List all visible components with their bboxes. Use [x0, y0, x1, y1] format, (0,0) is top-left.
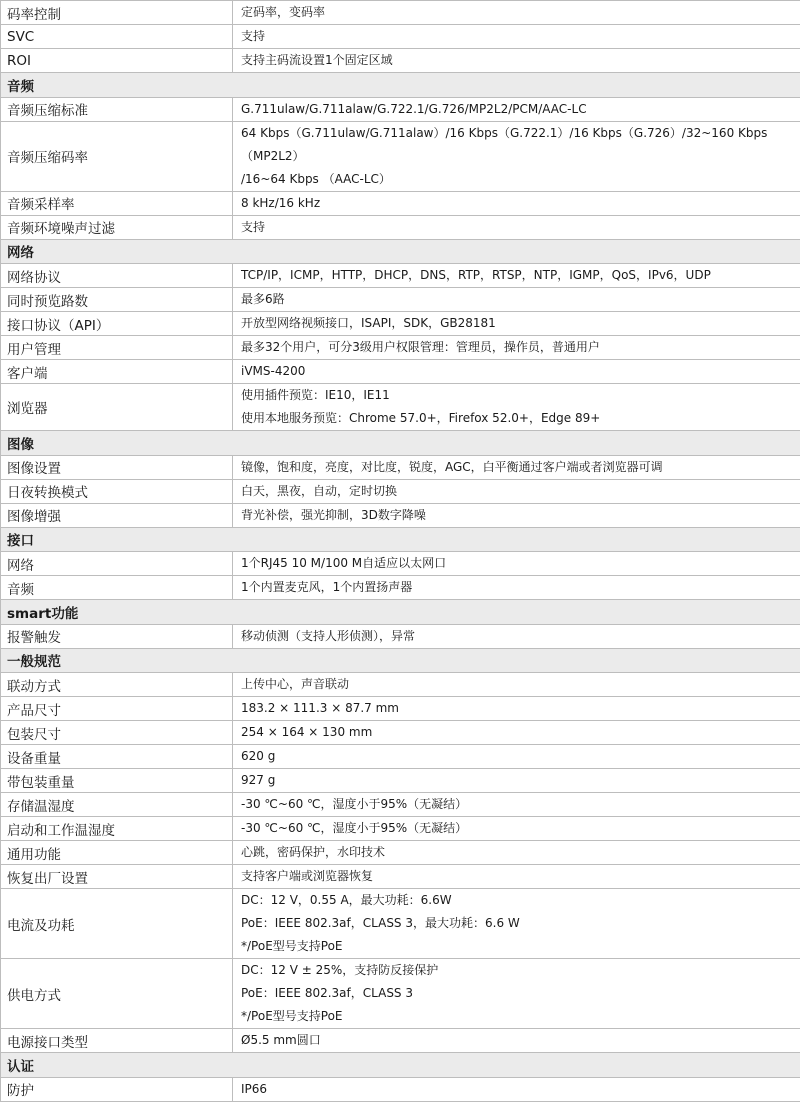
spec-value	[233, 97, 800, 121]
spec-value-line: 上传中心，声音联动	[241, 673, 800, 696]
spec-value-line: iVMS-4200	[241, 360, 800, 383]
spec-row	[1, 865, 800, 889]
spec-label: SVC	[1, 25, 233, 49]
spec-row	[1, 503, 800, 527]
spec-value	[233, 1077, 800, 1101]
spec-label: 电流及功耗	[1, 889, 233, 959]
spec-label: 音频	[1, 576, 233, 600]
spec-value	[233, 745, 800, 769]
spec-value-line: 620 g	[241, 745, 800, 768]
spec-value-line: PoE：IEEE 802.3af，CLASS 3，最大功耗：6.6 W	[241, 912, 800, 935]
spec-label: 网络协议	[1, 264, 233, 288]
section-title: 图像	[1, 431, 800, 456]
spec-value	[233, 552, 800, 576]
spec-row	[1, 1077, 800, 1101]
spec-value	[233, 455, 800, 479]
spec-row	[1, 1029, 800, 1053]
spec-row	[1, 697, 800, 721]
spec-value-line: TCP/IP，ICMP，HTTP，DHCP，DNS，RTP，RTSP，NTP，IGMP，QoS，IPv6，UDP	[241, 264, 800, 287]
section-header-row	[1, 1053, 800, 1078]
spec-value-line: */PoE型号支持PoE	[241, 935, 800, 958]
spec-value	[233, 503, 800, 527]
spec-row	[1, 384, 800, 431]
spec-label: 网络	[1, 552, 233, 576]
spec-row	[1, 121, 800, 191]
spec-label: 浏览器	[1, 384, 233, 431]
section-header-row	[1, 239, 800, 264]
spec-value-line: DC：12 V ± 25%，支持防反接保护	[241, 959, 800, 982]
spec-label: 通用功能	[1, 841, 233, 865]
spec-label: 码率控制	[1, 1, 233, 25]
spec-label: 恢复出厂设置	[1, 865, 233, 889]
spec-label: 客户端	[1, 360, 233, 384]
spec-value	[233, 959, 800, 1029]
spec-value-line: 白天，黑夜，自动，定时切换	[241, 480, 800, 503]
spec-value	[233, 360, 800, 384]
spec-value	[233, 624, 800, 648]
spec-value-line: 支持客户端或浏览器恢复	[241, 865, 800, 888]
spec-value-line: */PoE型号支持PoE	[241, 1005, 800, 1028]
spec-label: 用户管理	[1, 336, 233, 360]
spec-label: 防护	[1, 1077, 233, 1101]
section-header-row	[1, 527, 800, 552]
spec-row	[1, 336, 800, 360]
spec-label: 包装尺寸	[1, 721, 233, 745]
spec-row	[1, 264, 800, 288]
spec-value-line: Ø5.5 mm圆口	[241, 1029, 800, 1052]
spec-label: 音频压缩标准	[1, 97, 233, 121]
spec-value	[233, 25, 800, 49]
spec-value	[233, 49, 800, 73]
spec-row	[1, 793, 800, 817]
section-header-row	[1, 648, 800, 673]
spec-row	[1, 721, 800, 745]
spec-value-line: 使用本地服务预览：Chrome 57.0+，Firefox 52.0+，Edge 89+	[241, 407, 800, 430]
spec-value-line: 支持	[241, 25, 800, 48]
spec-value	[233, 312, 800, 336]
spec-value	[233, 576, 800, 600]
spec-value	[233, 264, 800, 288]
spec-label: 日夜转换模式	[1, 479, 233, 503]
spec-value-line: -30 ℃~60 ℃，湿度小于95%（无凝结）	[241, 817, 800, 840]
spec-value	[233, 793, 800, 817]
section-header-row	[1, 431, 800, 456]
spec-value-line: -30 ℃~60 ℃，湿度小于95%（无凝结）	[241, 793, 800, 816]
spec-label: 报警触发	[1, 624, 233, 648]
spec-row	[1, 841, 800, 865]
spec-value	[233, 721, 800, 745]
spec-label: 音频压缩码率	[1, 121, 233, 191]
spec-label: 产品尺寸	[1, 697, 233, 721]
spec-value	[233, 191, 800, 215]
spec-label: 联动方式	[1, 673, 233, 697]
spec-row	[1, 959, 800, 1029]
section-title: smart功能	[1, 600, 800, 625]
spec-value-line: 移动侦测（支持人形侦测），异常	[241, 625, 800, 648]
spec-value	[233, 817, 800, 841]
spec-value-line: DC：12 V，0.55 A，最大功耗：6.6W	[241, 889, 800, 912]
spec-value-line: PoE：IEEE 802.3af，CLASS 3	[241, 982, 800, 1005]
spec-row	[1, 745, 800, 769]
spec-row	[1, 191, 800, 215]
spec-value	[233, 1, 800, 25]
spec-value-line: 254 × 164 × 130 mm	[241, 721, 800, 744]
spec-value-line: 支持	[241, 216, 800, 239]
spec-value-line: 64 Kbps（G.711ulaw/G.711alaw）/16 Kbps（G.722.1）/16 Kbps（G.726）/32~160 Kbps（MP2L2）	[241, 122, 800, 168]
section-title: 音频	[1, 73, 800, 98]
section-header-row	[1, 600, 800, 625]
spec-row	[1, 624, 800, 648]
spec-table-body	[1, 1, 800, 1102]
spec-value	[233, 1029, 800, 1053]
section-title: 接口	[1, 527, 800, 552]
spec-value-line: 1个内置麦克风，1个内置扬声器	[241, 576, 800, 599]
spec-value-line: 使用插件预览：IE10，IE11	[241, 384, 800, 407]
spec-row	[1, 97, 800, 121]
spec-value	[233, 215, 800, 239]
spec-label: 接口协议（API）	[1, 312, 233, 336]
spec-value-line: 镜像，饱和度，亮度，对比度，锐度，AGC，白平衡通过客户端或者浏览器可调	[241, 456, 800, 479]
spec-row	[1, 288, 800, 312]
spec-value-line: 183.2 × 111.3 × 87.7 mm	[241, 697, 800, 720]
spec-row	[1, 673, 800, 697]
spec-row	[1, 455, 800, 479]
spec-label: 同时预览路数	[1, 288, 233, 312]
spec-label: 设备重量	[1, 745, 233, 769]
spec-label: 电源接口类型	[1, 1029, 233, 1053]
spec-value	[233, 479, 800, 503]
spec-value-line: 支持主码流设置1个固定区域	[241, 49, 800, 72]
spec-label: 存储温湿度	[1, 793, 233, 817]
spec-label: 音频采样率	[1, 191, 233, 215]
spec-row	[1, 215, 800, 239]
section-title: 一般规范	[1, 648, 800, 673]
spec-row	[1, 360, 800, 384]
spec-row	[1, 552, 800, 576]
spec-label: 供电方式	[1, 959, 233, 1029]
spec-value-line: 1个RJ45 10 M/100 M自适应以太网口	[241, 552, 800, 575]
spec-value	[233, 841, 800, 865]
spec-value	[233, 673, 800, 697]
spec-label: 图像设置	[1, 455, 233, 479]
spec-value-line: 心跳，密码保护，水印技术	[241, 841, 800, 864]
spec-value	[233, 889, 800, 959]
spec-value-line: 定码率，变码率	[241, 1, 800, 24]
spec-value-line: /16~64 Kbps （AAC-LC）	[241, 168, 800, 191]
spec-value	[233, 865, 800, 889]
spec-label: ROI	[1, 49, 233, 73]
spec-row	[1, 479, 800, 503]
spec-value	[233, 769, 800, 793]
spec-value-line: 最多6路	[241, 288, 800, 311]
section-title: 认证	[1, 1053, 800, 1078]
spec-value-line: 最多32个用户，可分3级用户权限管理：管理员，操作员，普通用户	[241, 336, 800, 359]
section-header-row	[1, 73, 800, 98]
spec-value	[233, 121, 800, 191]
spec-value	[233, 697, 800, 721]
spec-value	[233, 288, 800, 312]
spec-value-line: G.711ulaw/G.711alaw/G.722.1/G.726/MP2L2/PCM/AAC-LC	[241, 98, 800, 121]
spec-row	[1, 817, 800, 841]
spec-value-line: IP66	[241, 1078, 800, 1101]
spec-row	[1, 769, 800, 793]
spec-label: 音频环境噪声过滤	[1, 215, 233, 239]
spec-row	[1, 49, 800, 73]
spec-value-line: 8 kHz/16 kHz	[241, 192, 800, 215]
spec-row	[1, 1, 800, 25]
spec-label: 带包装重量	[1, 769, 233, 793]
section-title: 网络	[1, 239, 800, 264]
spec-row	[1, 576, 800, 600]
spec-value	[233, 336, 800, 360]
spec-row	[1, 312, 800, 336]
spec-value-line: 背光补偿，强光抑制，3D数字降噪	[241, 504, 800, 527]
spec-value	[233, 384, 800, 431]
spec-value-line: 927 g	[241, 769, 800, 792]
spec-value-line: 开放型网络视频接口，ISAPI，SDK，GB28181	[241, 312, 800, 335]
spec-label: 图像增强	[1, 503, 233, 527]
spec-row	[1, 889, 800, 959]
spec-label: 启动和工作温湿度	[1, 817, 233, 841]
spec-row	[1, 25, 800, 49]
